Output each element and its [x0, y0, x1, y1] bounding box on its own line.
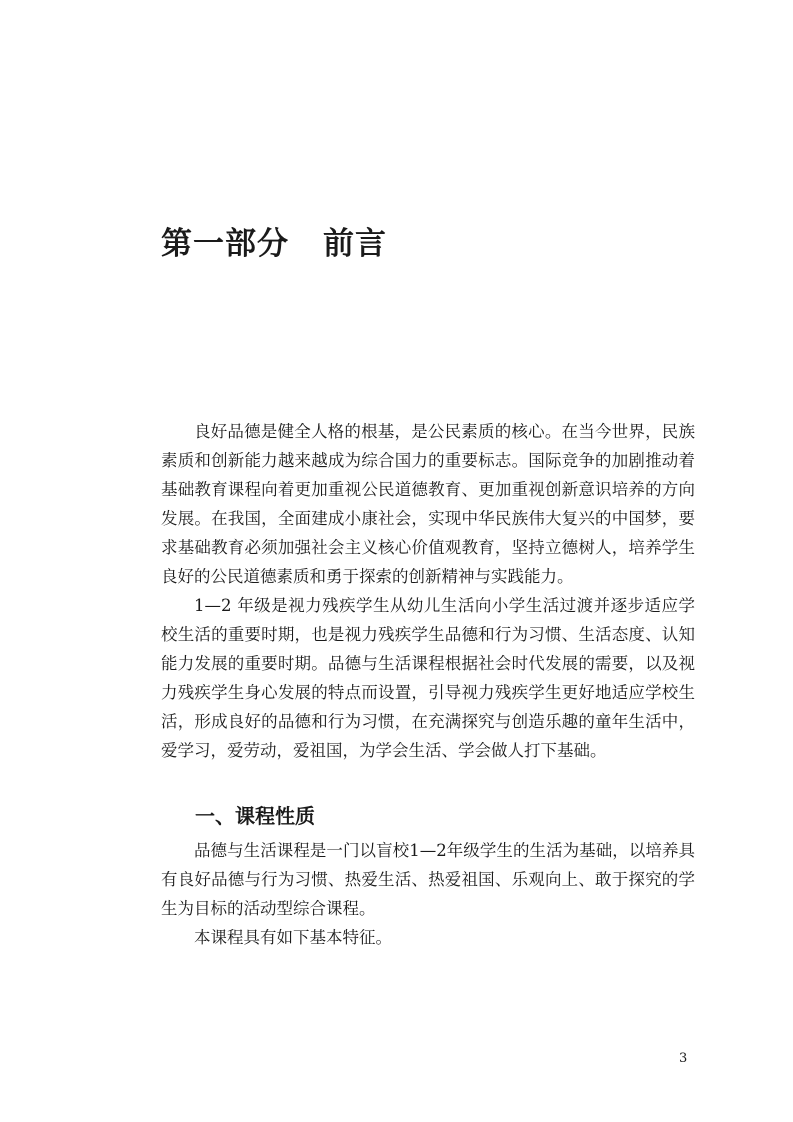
part-heading: 前言 — [323, 226, 387, 262]
part-title — [161, 222, 387, 266]
section-paragraph: 品德与生活课程是一门以盲校1—2年级学生的生活为基础，以培养具有良好品德与行为习惯、热爱生活、热爱祖国、乐观向上、敢于探究的学生为目标的活动型综合课程。 — [161, 841, 695, 918]
part-label: 第一部分 — [161, 226, 289, 262]
intro-paragraph: 1—2 年级是视力残疾学生从幼儿生活向小学生活过渡并逐步适应学校生活的重要时期，也是视力残疾学生品德和行为习惯、生活态度、认知能力发展的重要时期。品德与生活课程根据社会时代发展的需要，以及视力残疾学生身心发展的特点而设置，引导视力残疾学生更好地适应学校生活，形成良好的品德和行为习惯，在充满探究与创造乐趣的童年生活中，爱学习，爱劳动，爱祖国，为学会生活、学会做人打下基础。 — [161, 596, 695, 760]
intro-text — [161, 417, 695, 765]
intro-paragraph: 良好品德是健全人格的根基，是公民素质的核心。在当今世界，民族素质和创新能力越来越成为综合国力的重要标志。国际竞争的加剧推动着基础教育课程向着更加重视公民道德教育、更加重视创新意识培养的方向发展。在我国，全面建成小康社会，实现中华民族伟大复兴的中国梦，要求基础教育必须加强社会主义核心价值观教育，坚持立德树人，培养学生良好的公民道德素质和勇于探索的创新精神与实践能力。 — [161, 422, 695, 586]
section-text — [161, 836, 695, 952]
section-paragraph: 本课程具有如下基本特征。 — [194, 928, 392, 947]
page-number: 3 — [679, 1051, 688, 1066]
section-heading: 一、课程性质 — [195, 804, 315, 828]
